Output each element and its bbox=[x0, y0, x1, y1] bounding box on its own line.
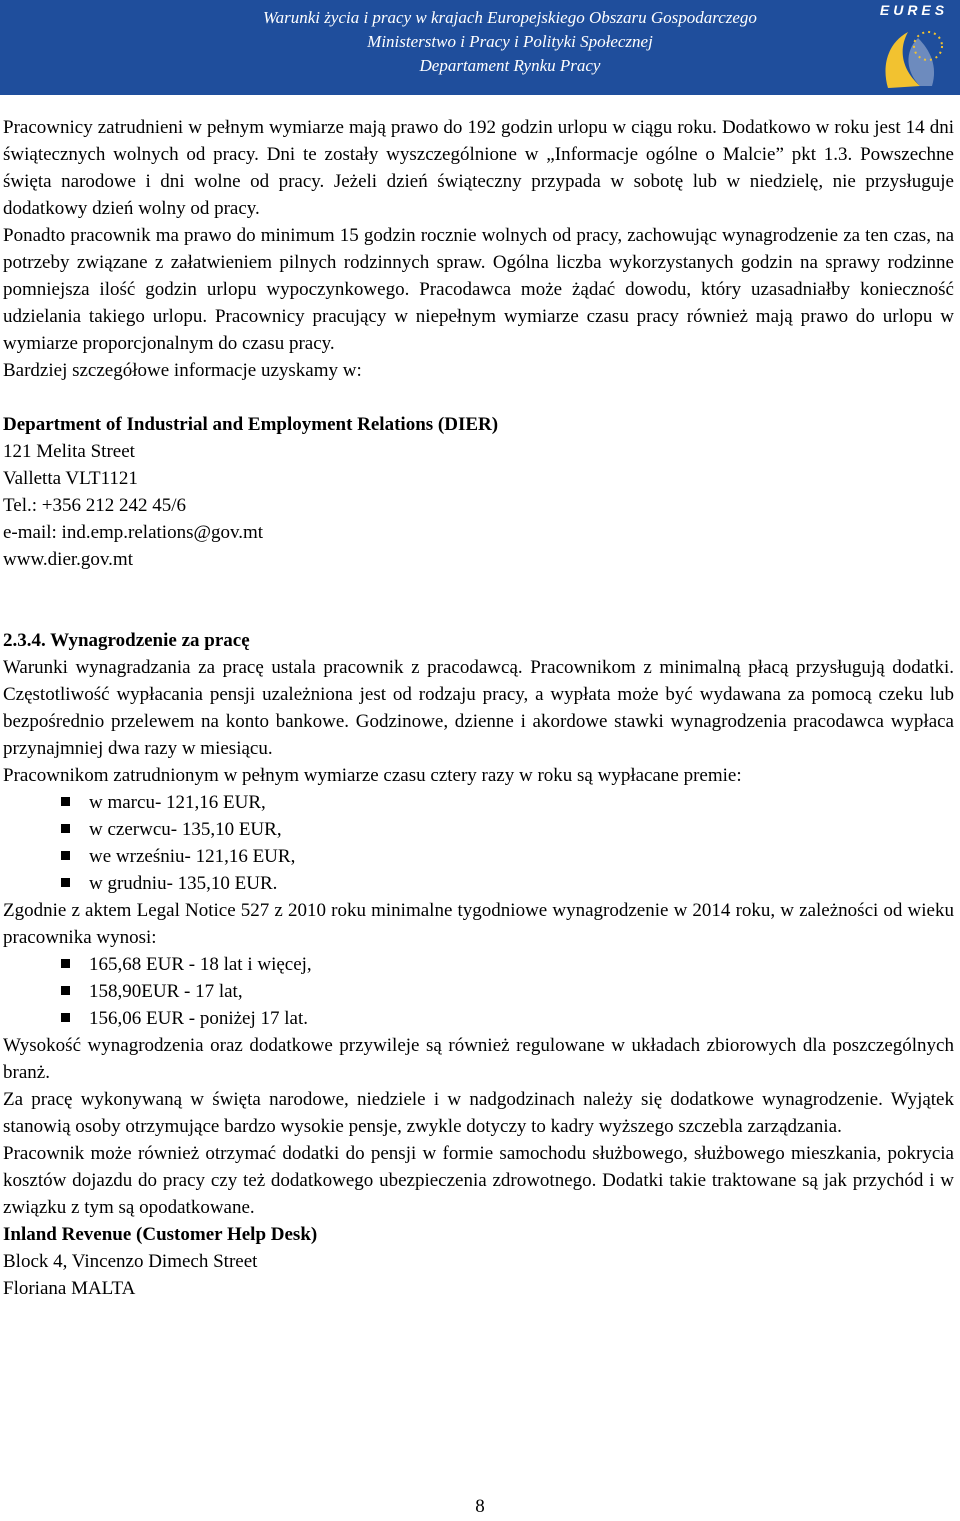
minimum-wage-intro: Zgodnie z aktem Legal Notice 527 z 2010 roku minimalne tygodniowe wynagrodzenie w 2014 roku, w zależności od wieku pracownika wynosi: bbox=[3, 900, 954, 948]
contact-phone: Tel.: +356 212 242 45/6 bbox=[3, 495, 187, 516]
list-item: w marcu- 121,16 EUR, bbox=[61, 789, 954, 816]
list-item: we wrześniu- 121,16 EUR, bbox=[61, 843, 954, 870]
list-item: 165,68 EUR - 18 lat i więcej, bbox=[61, 951, 954, 978]
overtime-paragraph: Za pracę wykonywaną w święta narodowe, niedziele i w nadgodzinach należy się dodatkowe wynagrodzenie. Wyjątek stanowią osoby otrzymujące bardzo wysokie pensje, zwykle dotyczy to kadry wyższego szczebla zarządzania. bbox=[3, 1089, 954, 1137]
contact-website[interactable]: www.dier.gov.mt bbox=[3, 549, 133, 570]
spacer bbox=[3, 384, 954, 411]
list-item: w grudniu- 135,10 EUR. bbox=[61, 870, 954, 897]
contact-street: Block 4, Vincenzo Dimech Street bbox=[3, 1251, 258, 1272]
family-leave-paragraph: Ponadto pracownik ma prawo do minimum 15 godzin rocznie wolnych od pracy, zachowując wynagrodzenie za ten czas, na potrzeby związane z załatwieniem pilnych rodzinnych spraw. Ogólna liczba wykorzystanych godzin na sprawy rodzinne pomniejsza ilość godzin urlopu wypoczynkowego. Pracodawca może żądać dowodu, który uzasadniałby konieczność udzielania takiego urlopu. Pracownicy pracujący w niepełnym wymiarze czasu pracy również mają prawo do urlopu w wymiarze proporcjonalnym do czasu pracy. bbox=[3, 225, 954, 354]
list-item: 158,90EUR - 17 lat, bbox=[61, 978, 954, 1005]
section-number: 2.3.4. bbox=[3, 630, 46, 651]
contact-city: Floriana MALTA bbox=[3, 1278, 136, 1299]
bonus-intro: Pracownikom zatrudnionym w pełnym wymiarze czasu cztery razy w roku są wypłacane premie: bbox=[3, 765, 742, 786]
spacer bbox=[3, 573, 954, 627]
bonus-list bbox=[3, 789, 954, 897]
eures-logo bbox=[874, 2, 954, 92]
contact-city: Valletta VLT1121 bbox=[3, 468, 138, 489]
contact-name: Inland Revenue (Customer Help Desk) bbox=[3, 1224, 318, 1245]
contact-inland-revenue bbox=[3, 1221, 954, 1302]
salary-paragraph: Warunki wynagradzania za pracę ustala pracownik z pracodawcą. Pracownikom z minimalną płacą przysługują dodatki. Częstotliwość wypłacania pensji uzależniona jest od rodzaju pracy, a wypłata może być wydawana za pomocą czeku lub bezpośrednio przelewem na konto bankowe. Godzinowe, dzienne i akordowe stawki wynagrodzenia pracodawca wypłaca przynajmniej dwa razy w miesiącu. bbox=[3, 657, 954, 759]
list-item: 156,06 EUR - poniżej 17 lat. bbox=[61, 1005, 954, 1032]
page-header bbox=[0, 0, 960, 95]
list-item: w czerwcu- 135,10 EUR, bbox=[61, 816, 954, 843]
contact-email[interactable]: e-mail: ind.emp.relations@gov.mt bbox=[3, 522, 264, 543]
eures-logo-text: EURES bbox=[879, 2, 949, 18]
leave-paragraph: Pracownicy zatrudnieni w pełnym wymiarze mają prawo do 192 godzin urlopu w ciągu roku. Dodatkowo w roku jest 14 dni świątecznych wolnych od pracy. Dni te zostały wyszczególnione w „Informacje ogólne o Malcie” pkt 1.3. Powszechne święta narodowe i dni wolne od pracy. Jeżeli dzień świąteczny przypada w sobotę lub w niedzielę, nie przysługuje dodatkowy dzień wolny od pracy. bbox=[3, 117, 954, 219]
page-number: 8 bbox=[475, 1496, 485, 1517]
section-title: Wynagrodzenie za pracę bbox=[50, 630, 250, 651]
section-heading bbox=[3, 627, 954, 654]
more-info-paragraph: Bardziej szczegółowe informacje uzyskamy w: bbox=[3, 360, 362, 381]
minimum-wage-list bbox=[3, 951, 954, 1032]
contact-street: 121 Melita Street bbox=[3, 441, 135, 462]
contact-name: Department of Industrial and Employment Relations (DIER) bbox=[3, 414, 499, 435]
collective-agreements-paragraph: Wysokość wynagrodzenia oraz dodatkowe przywileje są również regulowane w układach zbiorowych dla poszczególnych branż. bbox=[3, 1035, 954, 1083]
header-text bbox=[190, 6, 830, 78]
contact-dier bbox=[3, 411, 954, 573]
header-line-3: Departament Rynku Pracy bbox=[419, 56, 601, 75]
header-line-2: Ministerstwo i Pracy i Polityki Społecznej bbox=[367, 32, 653, 51]
header-line-1: Warunki życia i pracy w krajach Europejskiego Obszaru Gospodarczego bbox=[263, 8, 757, 27]
benefits-paragraph: Pracownik może również otrzymać dodatki do pensji w formie samochodu służbowego, służbowego mieszkania, pokrycia kosztów dojazdu do pracy czy też dodatkowego ubezpieczenia zdrowotnego. Dodatki takie traktowane są jak przychód i w związku z tym są opodatkowane. bbox=[3, 1143, 954, 1218]
page-content bbox=[3, 114, 954, 1302]
eures-logo-icon bbox=[880, 20, 948, 90]
